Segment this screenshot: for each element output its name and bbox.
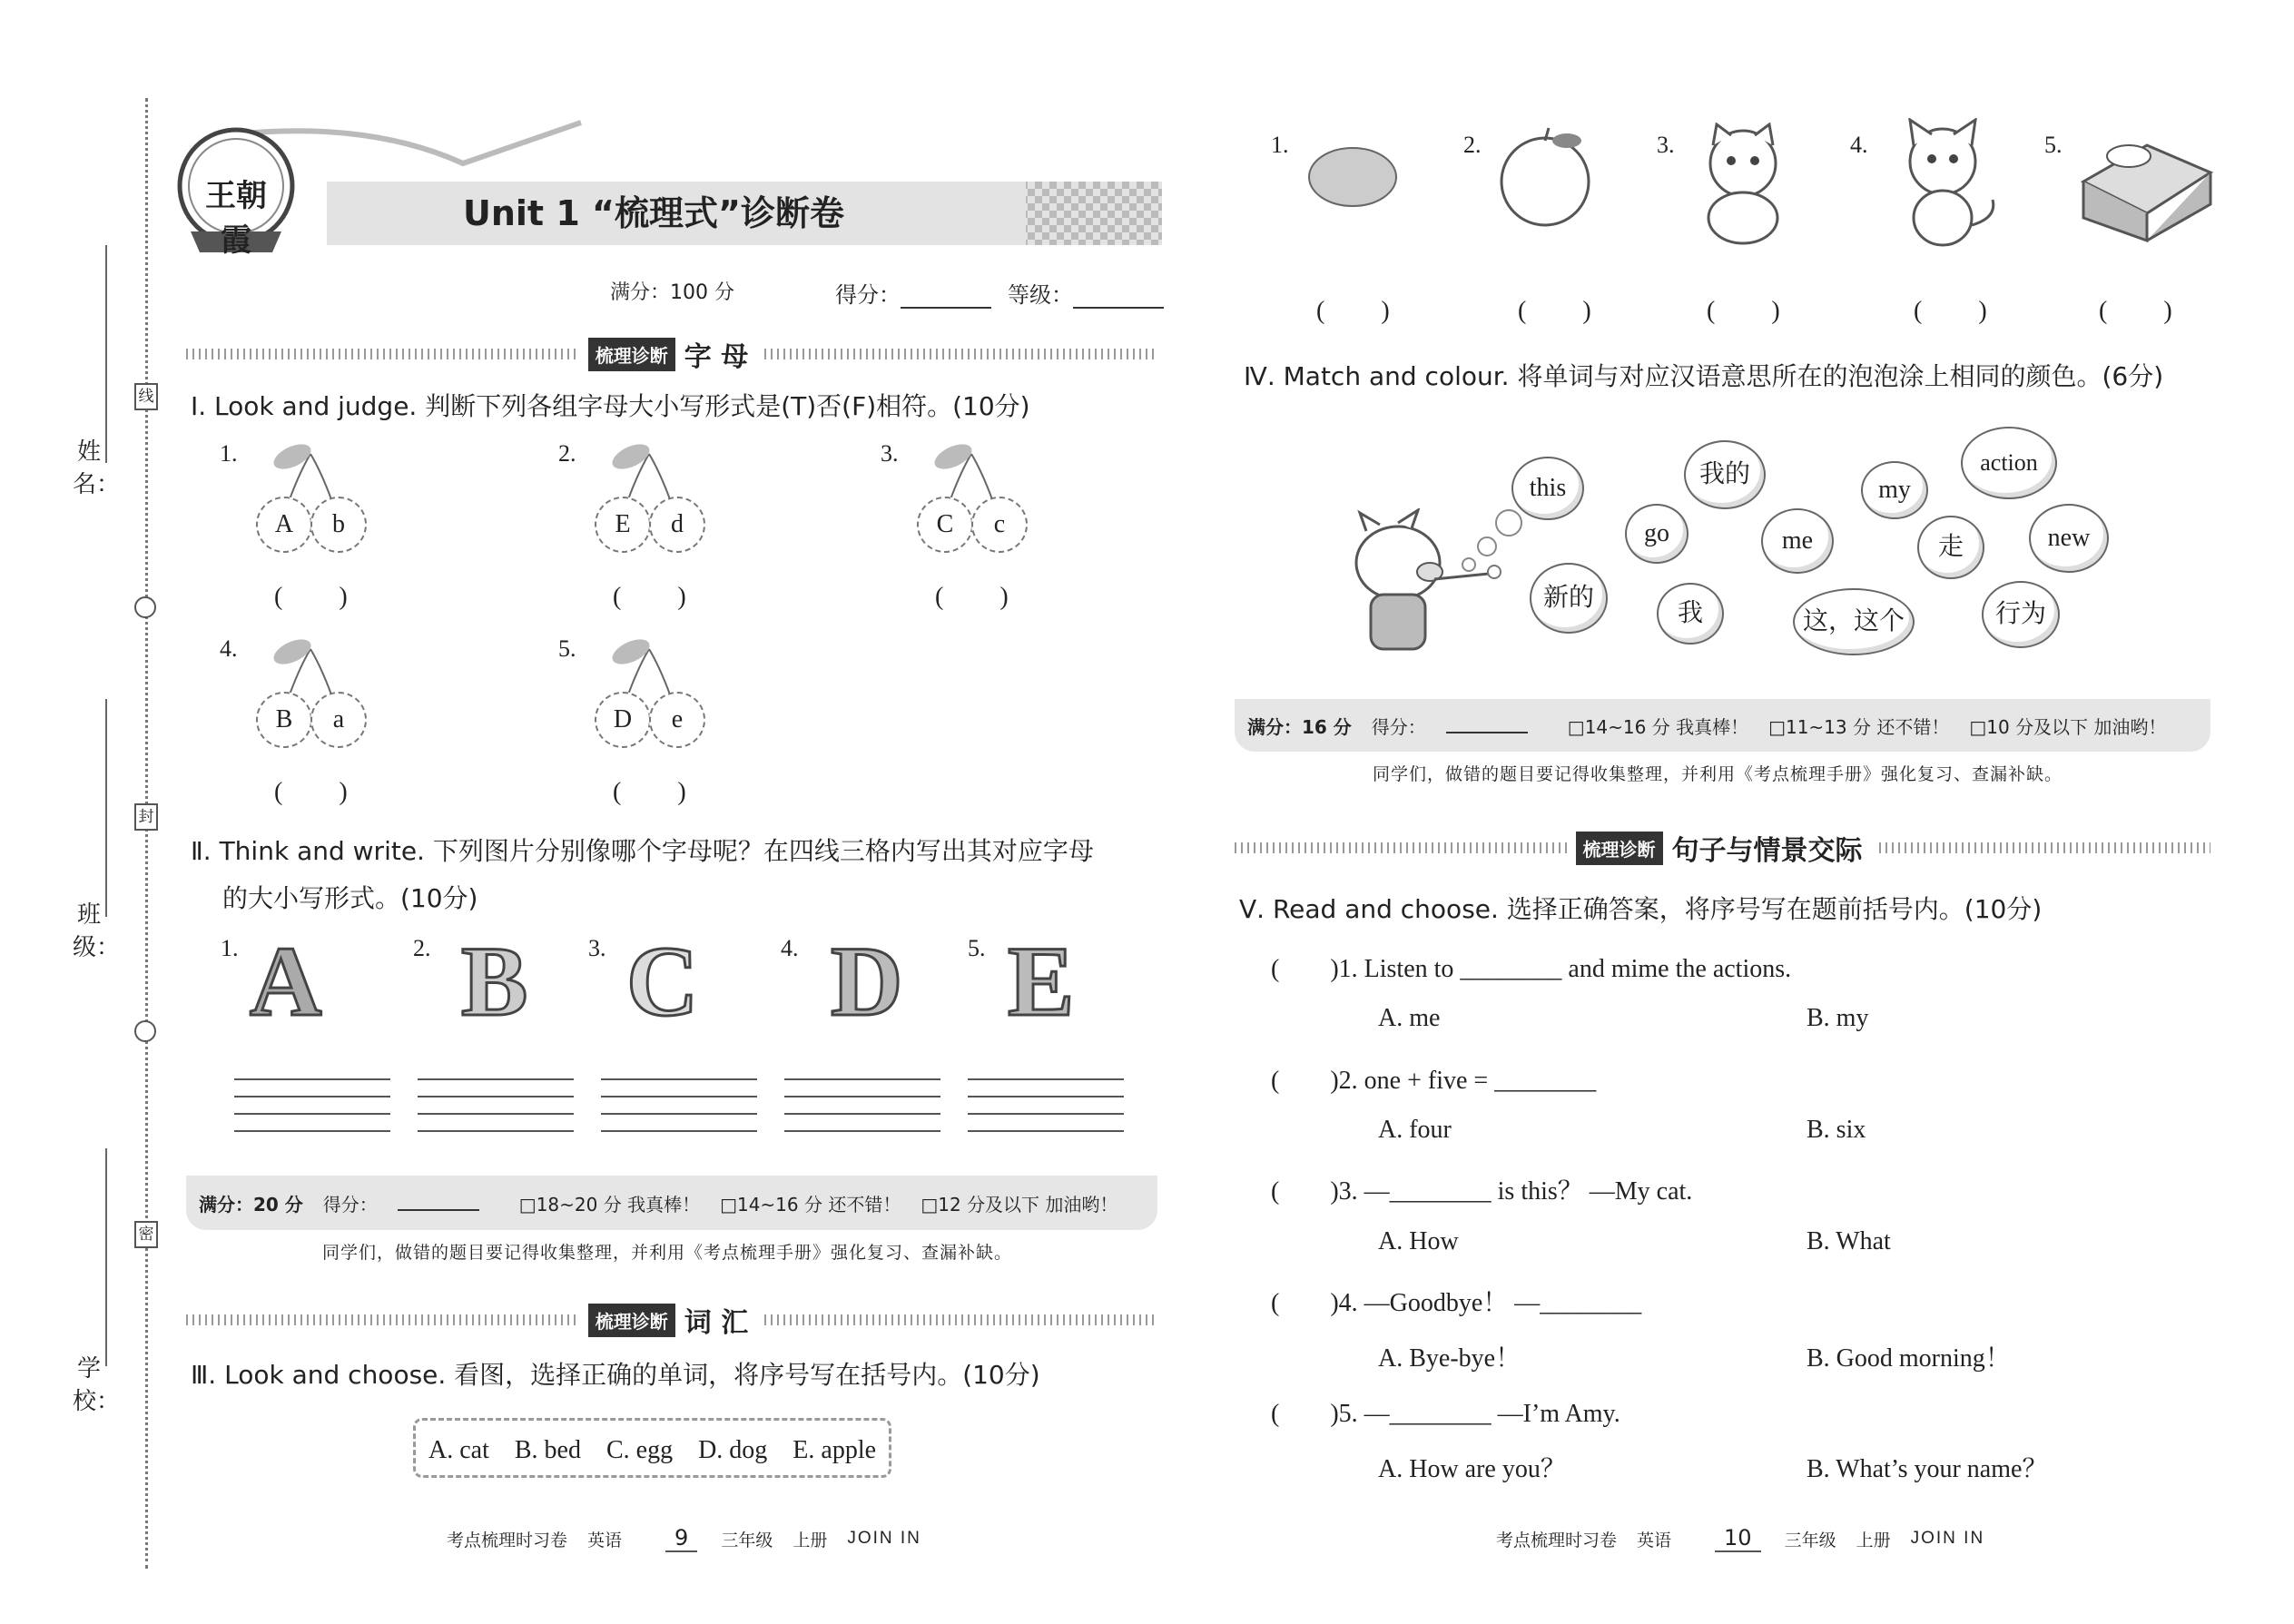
q5-option-a[interactable]: A. How are you？ <box>1378 1455 1566 1483</box>
item-number: 2. <box>558 440 576 467</box>
item-number: 5. <box>968 935 986 961</box>
footer-left: 考点梳理时习卷 英语 9 三年级 上册 JOIN IN <box>447 1525 921 1550</box>
q2-title-line2: 的大小写形式。(10分) <box>222 883 478 913</box>
item-number: 2. <box>1463 132 1482 158</box>
answer-paren[interactable]: ( ) <box>2099 297 2174 325</box>
item-number: 3. <box>881 440 899 467</box>
q2-title-line1: Ⅱ. Think and write. 下列图片分别像哪个字母呢？在四线三格内写出其对应字母 <box>191 836 1094 866</box>
q5-stem: ( )5. —________ —I’m Amy. <box>1271 1400 1620 1428</box>
seal-char-seal: 封 <box>134 803 158 831</box>
cherry-right: d <box>649 497 705 553</box>
score-bar <box>186 1176 1157 1230</box>
bubble-i-cn[interactable]: 我 <box>1657 583 1724 645</box>
page-header <box>163 109 1162 263</box>
footer-right: 考点梳理时习卷 英语 10 三年级 上册 JOIN IN <box>1496 1525 1985 1550</box>
section-title: 句子与情景交际 <box>1671 835 1863 867</box>
four-line-grid[interactable] <box>784 1078 940 1131</box>
q5-option-b[interactable]: B. six <box>1807 1116 1866 1144</box>
answer-paren[interactable]: ( ) <box>935 583 1010 611</box>
q3-option-box: A. cat B. bed C. egg D. dog E. apple <box>413 1418 891 1478</box>
cherry-right: e <box>649 692 705 748</box>
item-number: 2. <box>413 935 431 961</box>
q3-title: Ⅲ. Look and choose. 看图，选择正确的单词，将序号写在括号内。(10分) <box>191 1360 1040 1390</box>
item-number: 3. <box>1657 132 1675 158</box>
grade-field[interactable]: 等级： <box>1008 277 1164 309</box>
score-option-try[interactable]: □10 分及以下 加油哟！ <box>1969 715 2167 738</box>
brand-logo-text: 王朝霞 <box>205 180 267 258</box>
q5-stem: ( )4. —Goodbye！ —________ <box>1271 1289 1642 1317</box>
q1-item <box>558 440 740 622</box>
answer-paren[interactable]: ( ) <box>1316 297 1392 325</box>
page-title: Unit 1 “梳理式”诊断卷 <box>463 193 844 233</box>
review-note: 同学们，做错的题目要记得收集整理，并利用《考点梳理手册》强化复习、查漏补缺。 <box>322 1243 1013 1263</box>
q1-item <box>881 440 1062 622</box>
bubble-mine-cn[interactable]: 我的 <box>1684 440 1766 509</box>
score-option-great[interactable]: □18~20 分 我真棒！ <box>518 1193 701 1216</box>
cherry-left: C <box>917 497 973 553</box>
bubble-this[interactable]: this <box>1511 457 1584 520</box>
cat-icon <box>1684 123 1802 245</box>
cherry-left: A <box>256 497 312 553</box>
full-score: 满分：100 分 <box>610 281 734 304</box>
name-label: 姓名： <box>73 438 121 498</box>
cherry-left: D <box>595 692 651 748</box>
q5-stem: ( )2. one + five = ________ <box>1271 1067 1597 1095</box>
score-option-great[interactable]: □14~16 分 我真棒！ <box>1567 715 1749 738</box>
q5-option-b[interactable]: B. my <box>1807 1004 1869 1032</box>
letter-picture-crocodile: A <box>250 926 322 1037</box>
item-number: 4. <box>781 935 799 961</box>
letter-picture-dolphin: D <box>831 926 903 1037</box>
item-number: 3. <box>588 935 606 961</box>
school-label: 学校： <box>73 1355 121 1415</box>
answer-paren[interactable]: ( ) <box>274 778 350 806</box>
section-badge: 梳理诊断 <box>1576 832 1663 865</box>
seal-char-secret: 密 <box>134 1221 158 1248</box>
score-field[interactable]: 得分： <box>1372 713 1548 739</box>
section-badge: 梳理诊断 <box>588 1304 675 1337</box>
q5-option-b[interactable]: B. What’s your name？ <box>1807 1455 2048 1483</box>
cherry-left: E <box>595 497 651 553</box>
score-full: 满分：20 分 <box>199 1193 303 1216</box>
score-full: 满分：16 分 <box>1247 715 1352 738</box>
bubble-new-cn[interactable]: 新的 <box>1530 563 1608 634</box>
section-title: 字 母 <box>684 341 749 373</box>
q5-option-a[interactable]: A. Bye-bye！ <box>1378 1344 1521 1373</box>
q4-title: Ⅳ. Match and colour. 将单词与对应汉语意思所在的泡泡涂上相同的颜色。(6分) <box>1244 361 2164 391</box>
review-note: 同学们，做错的题目要记得收集整理，并利用《考点梳理手册》强化复习、查漏补缺。 <box>1373 764 2063 784</box>
q1-item <box>558 635 740 817</box>
item-number: 1. <box>1271 132 1289 158</box>
q5-option-a[interactable]: A. me <box>1378 1004 1441 1032</box>
four-line-grid[interactable] <box>418 1078 574 1131</box>
binding-ring <box>134 596 156 618</box>
binding-dotted-line <box>145 98 148 1569</box>
name-underline <box>105 245 107 463</box>
bubble-me[interactable]: me <box>1761 508 1834 574</box>
score-option-good[interactable]: □11~13 分 还不错！ <box>1768 715 1950 738</box>
score-option-good[interactable]: □14~16 分 还不错！ <box>720 1193 901 1216</box>
apple-icon <box>1489 123 1607 231</box>
score-field[interactable]: 得分： <box>835 277 991 309</box>
answer-paren[interactable]: ( ) <box>1518 297 1593 325</box>
score-option-try[interactable]: □12 分及以下 加油哟！ <box>921 1193 1118 1216</box>
school-underline <box>105 1148 107 1366</box>
cherry-left: B <box>256 692 312 748</box>
q5-stem: ( )3. —________ is this？ —My cat. <box>1271 1177 1693 1206</box>
score-bar <box>1235 699 2210 752</box>
letter-picture-fish: C <box>626 926 699 1037</box>
item-number: 4. <box>1850 132 1868 158</box>
bubble-go[interactable]: go <box>1625 504 1689 564</box>
bubble-action[interactable]: action <box>1961 427 2057 499</box>
q5-option-a[interactable]: A. four <box>1378 1116 1452 1144</box>
section-header-sentences <box>1235 828 2210 868</box>
bubble-my[interactable]: my <box>1861 461 1928 519</box>
letter-picture-elephant: E <box>1008 926 1075 1037</box>
q5-option-b[interactable]: B. Good morning！ <box>1807 1344 2011 1373</box>
answer-paren[interactable]: ( ) <box>1707 297 1782 325</box>
page-number: 10 <box>1715 1525 1761 1552</box>
letter-picture-b: B <box>461 926 528 1037</box>
seal-char-line: 线 <box>134 383 158 410</box>
q5-title: Ⅴ. Read and choose. 选择正确答案，将序号写在题前括号内。(10分) <box>1239 894 2043 924</box>
cherry-right: b <box>310 497 367 553</box>
four-line-grid[interactable] <box>601 1078 757 1131</box>
class-label: 班级： <box>73 901 121 961</box>
answer-paren[interactable]: ( ) <box>1914 297 1989 325</box>
q1-item <box>220 635 401 817</box>
answer-paren[interactable]: ( ) <box>613 778 688 806</box>
section-header-letters <box>186 334 1157 374</box>
binding-ring <box>134 1020 156 1042</box>
page-number: 9 <box>665 1525 697 1552</box>
section-title: 词 汇 <box>684 1307 749 1339</box>
q5-option-a[interactable]: A. How <box>1378 1227 1459 1255</box>
q5-stem: ( )1. Listen to ________ and mime the actions. <box>1271 955 1792 983</box>
q1-item <box>220 440 401 622</box>
q5-option-b[interactable]: B. What <box>1807 1227 1891 1255</box>
bubble-this-cn[interactable]: 这，这个 <box>1793 588 1915 655</box>
bubble-action-cn[interactable]: 行为 <box>1982 581 2060 648</box>
answer-paren[interactable]: ( ) <box>613 583 688 611</box>
item-number: 5. <box>2044 132 2063 158</box>
score-field[interactable]: 得分： <box>323 1190 499 1216</box>
bubble-walk-cn[interactable]: 走 <box>1917 516 1984 579</box>
dog-icon <box>1888 118 2006 250</box>
egg-icon <box>1298 136 1407 218</box>
bed-icon <box>2074 127 2220 245</box>
four-line-grid[interactable] <box>968 1078 1124 1131</box>
section-badge: 梳理诊断 <box>588 338 675 371</box>
item-number: 1. <box>220 440 238 467</box>
cherry-right: a <box>310 692 367 748</box>
q1-title: Ⅰ. Look and judge. 判断下列各组字母大小写形式是(T)否(F)相符。(10分) <box>191 391 1030 421</box>
answer-paren[interactable]: ( ) <box>274 583 350 611</box>
item-number: 4. <box>220 635 238 662</box>
section-header-vocab <box>186 1300 1157 1340</box>
item-number: 1. <box>221 935 239 961</box>
item-number: 5. <box>558 635 576 662</box>
class-underline <box>105 699 107 917</box>
cherry-right: c <box>971 497 1028 553</box>
bubble-new[interactable]: new <box>2029 504 2109 573</box>
small-bubbles-icon <box>1452 508 1525 581</box>
four-line-grid[interactable] <box>234 1078 390 1131</box>
